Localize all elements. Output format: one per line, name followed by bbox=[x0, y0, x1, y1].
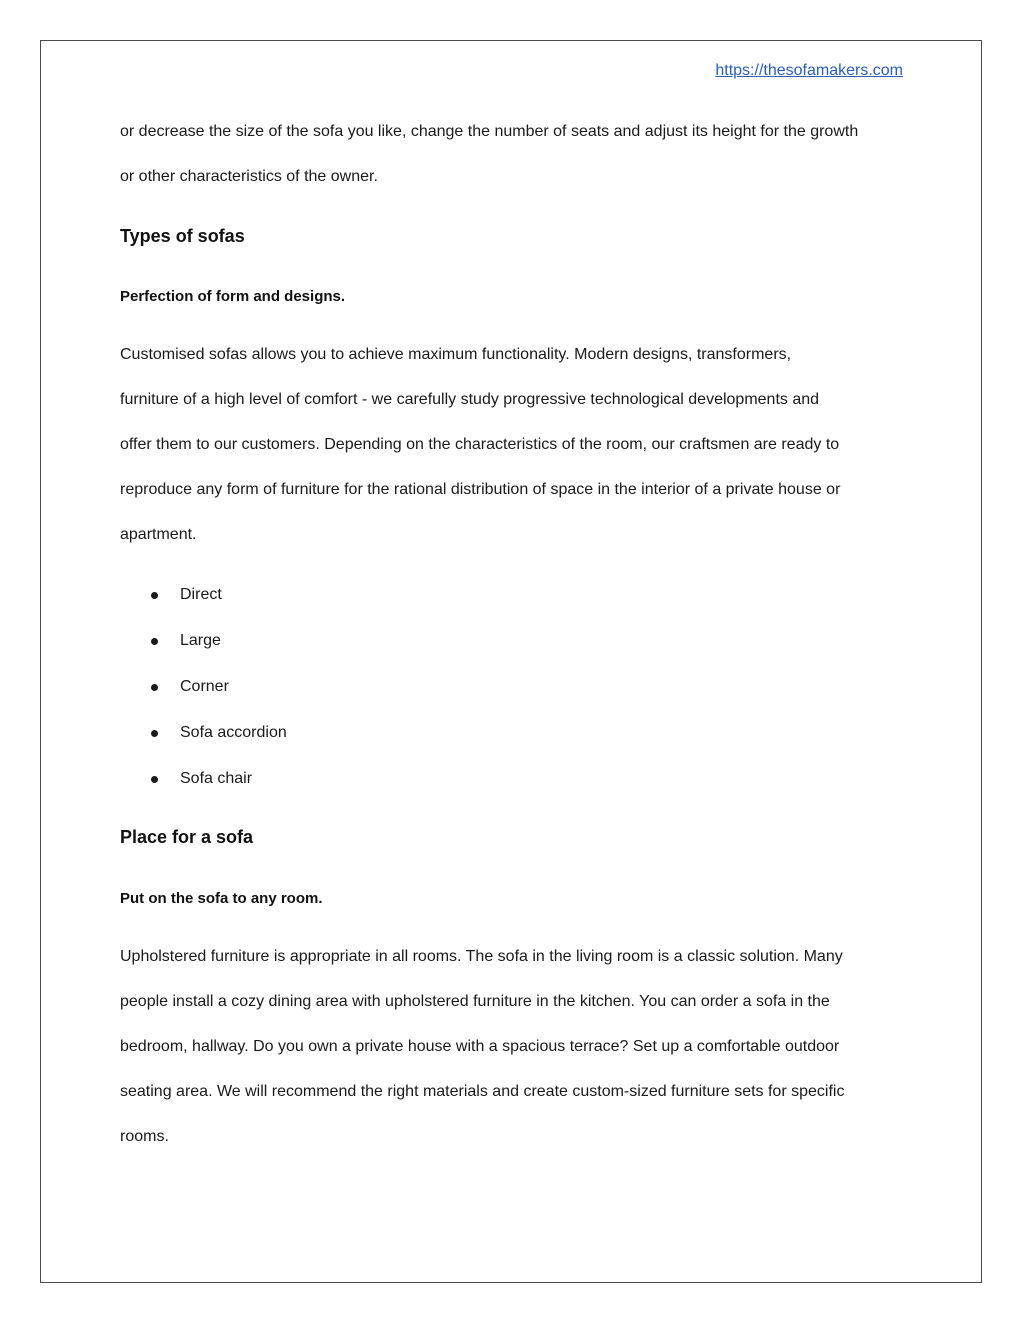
list-item-label: Sofa accordion bbox=[180, 724, 287, 741]
paragraph-line: bedroom, hallway. Do you own a private house with a spacious terrace? Set up a comfortable outdoor bbox=[120, 1038, 840, 1055]
paragraph-line: apartment. bbox=[120, 526, 197, 543]
bullet-icon bbox=[151, 730, 158, 737]
bullet-icon bbox=[151, 776, 158, 783]
header-url-link[interactable]: https://thesofamakers.com bbox=[715, 62, 903, 79]
list-item-label: Corner bbox=[180, 678, 229, 695]
intro-line: or other characteristics of the owner. bbox=[120, 168, 378, 185]
bullet-icon bbox=[151, 684, 158, 691]
bullet-icon bbox=[151, 638, 158, 645]
paragraph-line: Upholstered furniture is appropriate in all rooms. The sofa in the living room is a classic solution. Many bbox=[120, 948, 843, 965]
paragraph-line: rooms. bbox=[120, 1128, 169, 1145]
section-subheading-put-on-sofa: Put on the sofa to any room. bbox=[120, 890, 323, 907]
paragraph-line: people install a cozy dining area with upholstered furniture in the kitchen. You can order a sofa in the bbox=[120, 993, 830, 1010]
bullet-icon bbox=[151, 592, 158, 599]
section-heading-place-for-a-sofa: Place for a sofa bbox=[120, 827, 254, 847]
paragraph-line: Customised sofas allows you to achieve maximum functionality. Modern designs, transformers, bbox=[120, 346, 792, 363]
section-heading-types-of-sofas: Types of sofas bbox=[120, 226, 245, 246]
paragraph-line: furniture of a high level of comfort - we carefully study progressive technological developments and bbox=[120, 391, 820, 408]
paragraph-line: offer them to our customers. Depending on the characteristics of the room, our craftsmen are ready to bbox=[120, 436, 840, 453]
paragraph-line: seating area. We will recommend the right materials and create custom-sized furniture sets for specific bbox=[120, 1083, 845, 1100]
section-subheading-perfection: Perfection of form and designs. bbox=[120, 288, 346, 305]
intro-line: or decrease the size of the sofa you like, change the number of seats and adjust its height for the growth bbox=[120, 123, 859, 140]
list-item-label: Sofa chair bbox=[180, 770, 253, 787]
paragraph-line: reproduce any form of furniture for the rational distribution of space in the interior of a private house or bbox=[120, 481, 841, 498]
list-item-label: Direct bbox=[180, 586, 222, 603]
list-item-label: Large bbox=[180, 632, 221, 649]
